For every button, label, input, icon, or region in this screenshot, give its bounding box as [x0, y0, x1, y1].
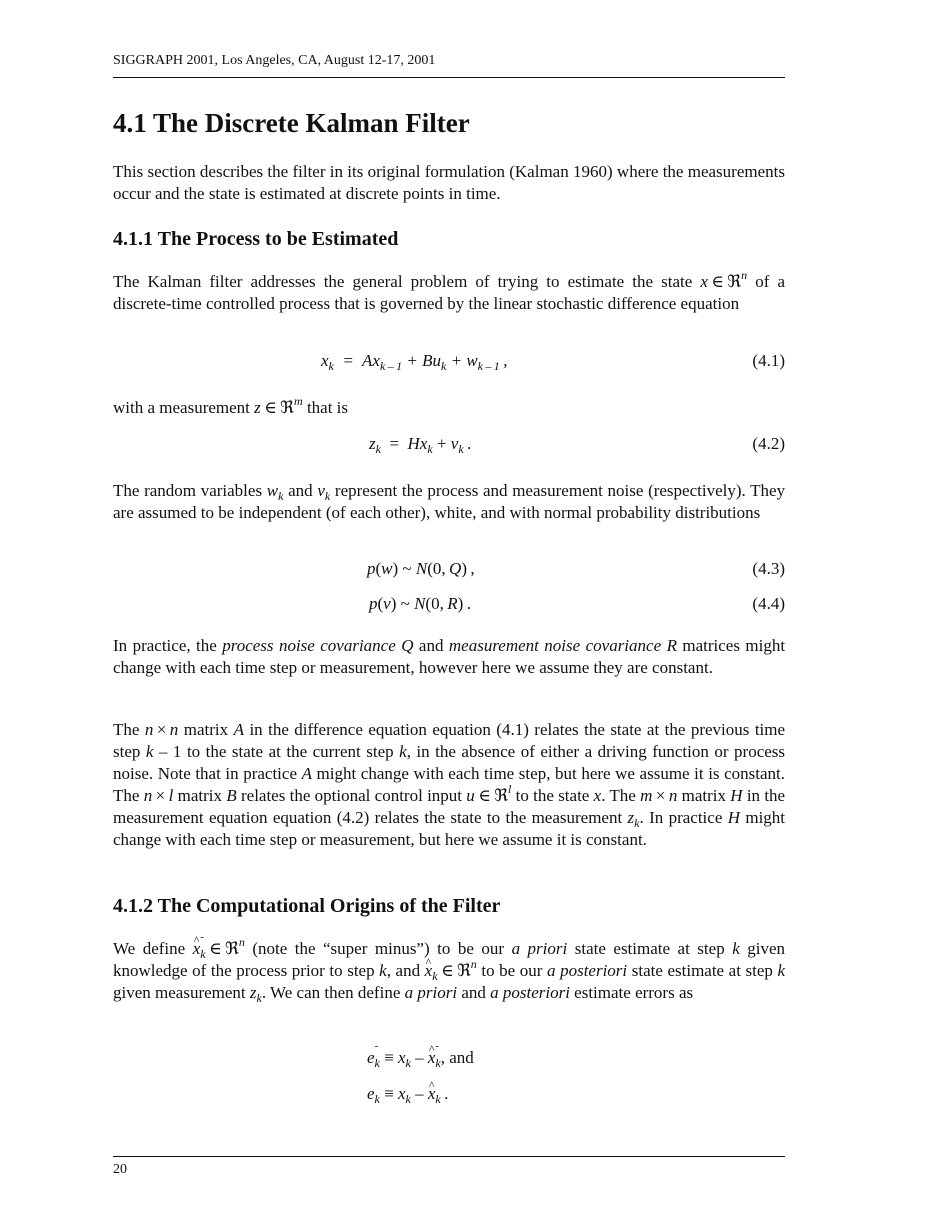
paragraph-noise: The random variables $w_k$ and $v_k$ represent the process and measurement noise (respectively). They are assumed to be independent (of each other), white, and with normal probability distributions: [113, 481, 786, 522]
p6-text: and: [461, 983, 486, 1002]
equation-number: (4.1): [752, 351, 785, 370]
footer-rule: [113, 1156, 785, 1157]
subsection-heading-2: [113, 894, 785, 918]
p3-text-b: represent the process and measurement noise (respectively). They are assumed to be independent (of each other), white, and with normal probability distributions: [113, 481, 786, 522]
p5-text: to the state: [515, 786, 590, 805]
p5-text: matrix: [177, 786, 223, 805]
p5-text: in the measurement equation equation (4.2) relates the state to the measurement: [113, 786, 786, 827]
p6-text: (note the “super minus”) to be our: [252, 939, 505, 958]
paragraph-origins: We define ^ $x_k$ - ∈ ℜ$^n$ (note the “super minus”) to be our a priori state estimate at step k given knowledge of the process prior to step k, and ^ $x_k$ ∈ ℜ$^n$ to be our a posteriori state estimate at step k given measurement $z_k$. We can then define a priori and a posteriori estimate errors as: [113, 938, 785, 1004]
running-header: SIGGRAPH 2001, Los Angeles, CA, August 12-17, 2001: [113, 53, 436, 68]
intro-text: This section describes the filter in its original formulation (Kalman 1960) where the measurements occur and the state is estimated at discrete points in time.: [113, 162, 785, 203]
p4-text-b: matrices might change with each time step or measurement, however here we assume they are constant.: [113, 636, 786, 677]
equation-posterior-error: $e_k \equiv x_k$ – ^ $x_k$ .: [367, 1082, 567, 1106]
equation-4-4: p(v) ~ N(0, R) . (4.4): [113, 592, 785, 616]
equation-number: (4.4): [752, 594, 785, 613]
paragraph-process: The Kalman filter addresses the general problem of trying to estimate the state x ∈ ℜ$^n$ of a discrete-time controlled process that is governed by the linear stochastic difference equation: [113, 268, 785, 313]
a-posteriori-term: a posteriori: [490, 983, 570, 1002]
subsection-title-2: 4.1.2 The Computational Origins of the Filter: [113, 895, 501, 917]
subsection-heading-1: [113, 227, 785, 251]
p5-text: relates the optional control input: [240, 786, 463, 805]
equation-tail: , and: [440, 1048, 474, 1067]
p6-text: given measurement: [113, 983, 246, 1002]
p3-and: and: [288, 481, 313, 500]
p6-text: state estimate at step: [631, 961, 773, 980]
p4-and: and: [418, 636, 444, 655]
equation-prior-error: $e_k$ - ≡ $x_k$ – ^ $x_k$ -, and: [367, 1046, 567, 1070]
section-heading: [113, 107, 785, 139]
p2-text-a: with a measurement: [113, 398, 250, 417]
p6-text: to be our: [481, 961, 543, 980]
equation-number: (4.3): [752, 559, 785, 578]
p6-text: , and: [386, 961, 421, 980]
p5-text: . In practice: [639, 808, 723, 827]
equation-number: (4.2): [752, 434, 785, 453]
p5-text: The: [113, 720, 140, 739]
measurement-noise-term: measurement noise covariance: [448, 636, 662, 655]
section-title: 4.1 The Discrete Kalman Filter: [113, 108, 470, 138]
p5-text: in the difference equation equation (4.1) relates the state at the previous time step: [113, 720, 786, 761]
p2-text-b: that is: [306, 398, 349, 417]
p5-text: might change with each time step or measurement, but here we assume it is constant.: [113, 808, 786, 849]
equation-4-1: $x_k = Ax_{k - 1} + Bu_k + w_{k - 1}$ , (4.1): [321, 351, 785, 373]
p6-text: We define: [113, 939, 186, 958]
p5-text: might change with each time step, but here we assume it is constant. The: [113, 764, 786, 805]
paragraph-matrices: The n × n matrix A in the difference equation equation (4.1) relates the state at the previous time step k – 1 to the state at the current step k, in the absence of either a driving function or process noise. Note that in practice A might change with each time step, but here we assume it is constant. The n × l matrix B relates the optional control input u ∈ ℜ$^l$ to the state x. The m × n matrix H in the measurement equation equation (4.2) relates the state to the measurement $z_k$. In practice H might change with each time step or measurement, but here we assume it is constant.: [113, 720, 786, 849]
p5-text: matrix: [183, 720, 229, 739]
process-noise-term: process noise covariance: [222, 636, 396, 655]
equation-4-2: $z_k = Hx_k + v_k$ . (4.2): [369, 434, 785, 456]
a-posteriori-term: a posteriori: [547, 961, 628, 980]
paragraph-measurement: with a measurement z ∈ ℜ$^m$ that is: [113, 394, 349, 417]
header-rule: [113, 77, 785, 78]
a-priori-term: a priori: [511, 939, 568, 958]
p1-text-b: of a discrete-time controlled process that is governed by the linear stochastic difference equation: [113, 272, 785, 313]
a-priori-term: a priori: [404, 983, 458, 1002]
intro-paragraph: [113, 161, 785, 205]
p3-text-a: The random variables: [113, 481, 263, 500]
p6-text: given knowledge of the process prior to step: [113, 939, 786, 980]
page-number: 20: [113, 1162, 127, 1177]
p6-text: state estimate at step: [574, 939, 725, 958]
paragraph-covariance: In practice, the process noise covariance Q and measurement noise covariance R matrices might change with each time step or measurement, however here we assume they are constant.: [113, 636, 786, 677]
equation-4-3: p(w) ~ N(0, Q) , (4.3): [113, 557, 785, 581]
subsection-title-1: 4.1.1 The Process to be Estimated: [113, 228, 399, 250]
p1-text-a: The Kalman filter addresses the general problem of trying to estimate the state: [113, 272, 693, 291]
p6-text: . We can then define: [261, 983, 401, 1002]
p5-text: to the state at the current step: [186, 742, 394, 761]
p5-text: matrix: [681, 786, 726, 805]
p5-text: . The: [601, 786, 636, 805]
p4-text-a: In practice, the: [113, 636, 217, 655]
p6-text: estimate errors as: [574, 983, 694, 1002]
p5-text: , in the absence of either a driving function or process noise. Note that in practice: [113, 742, 786, 783]
